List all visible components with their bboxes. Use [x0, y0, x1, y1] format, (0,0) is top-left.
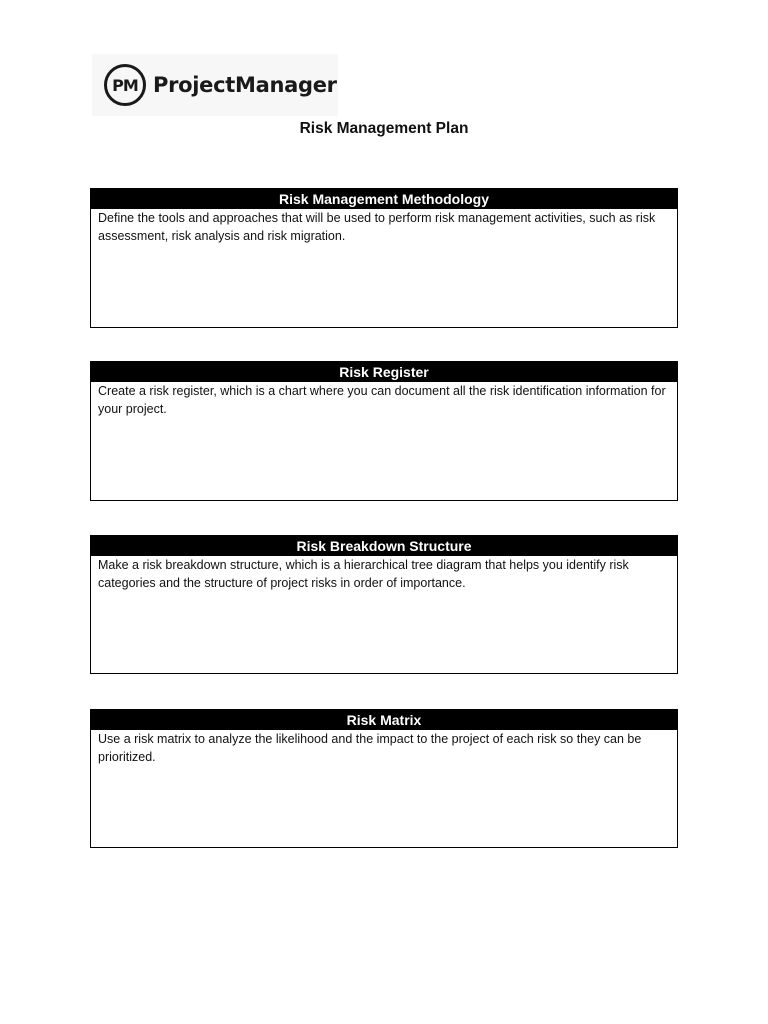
logo-wordmark: ProjectManager: [153, 73, 337, 97]
projectmanager-logo: [92, 54, 338, 116]
section-body: Make a risk breakdown structure, which is a hierarchical tree diagram that helps you identify risk categories and the structure of project risks in order of importance.: [98, 558, 629, 590]
section-header: Risk Matrix: [91, 710, 677, 730]
document-title: Risk Management Plan: [299, 120, 469, 137]
section-body: Use a risk matrix to analyze the likelihood and the impact to the project of each risk so they can be prioritized.: [98, 732, 642, 764]
section-risk-breakdown-structure: [90, 535, 678, 674]
section-risk-matrix: [90, 709, 678, 848]
section-body: Define the tools and approaches that will be used to perform risk management activities, such as risk assessment, risk analysis and risk migration.: [98, 211, 656, 243]
section-header: Risk Breakdown Structure: [91, 536, 677, 556]
section-body: Create a risk register, which is a chart where you can document all the risk identification information for your project.: [98, 384, 666, 416]
section-header: Risk Management Methodology: [91, 189, 677, 209]
section-risk-register: [90, 361, 678, 501]
pm-logo-icon: PM: [104, 64, 146, 106]
section-risk-management-methodology: [90, 188, 678, 328]
section-header: Risk Register: [91, 362, 677, 382]
